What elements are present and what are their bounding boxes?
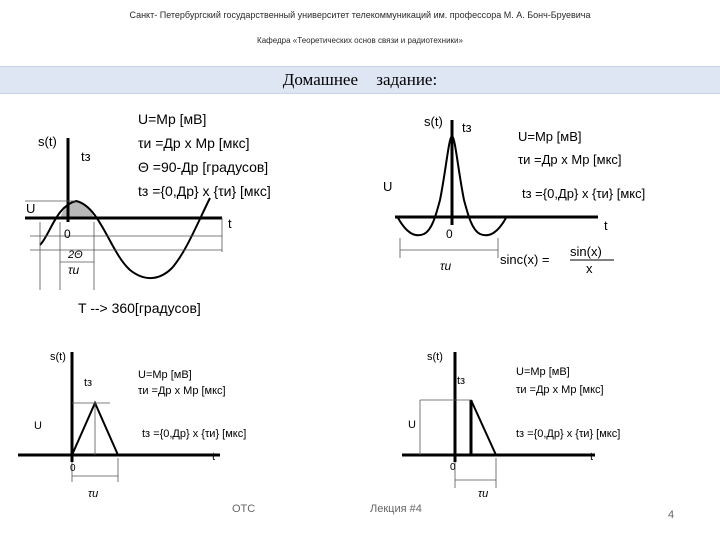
delay-label: tз	[81, 149, 91, 164]
sawtooth-fall	[471, 400, 496, 455]
sinc-formula-numerator: sin(x)	[570, 244, 602, 259]
pulse-width-label: τи	[478, 488, 489, 500]
amplitude-label: U	[383, 179, 393, 194]
theta-label: 2Θ	[68, 249, 83, 261]
formula-amplitude: U=Мр [мВ]	[138, 111, 207, 127]
pulse-width-label: τи	[88, 488, 99, 500]
formula-pulse-width: τи =Др x Мр [мкс]	[138, 385, 226, 397]
pulse-width-label: τи	[68, 263, 80, 277]
formula-delay: tз ={0,Др} x {τи} [мкс]	[142, 428, 247, 440]
formula-amplitude: U=Мр [мВ]	[516, 366, 570, 378]
amplitude-label: U	[408, 419, 416, 431]
signal-label: s(t)	[427, 351, 443, 363]
formula-pulse-width: τи =Др x Мр [мкс]	[138, 135, 250, 151]
signal-label: s(t)	[50, 351, 66, 363]
delay-label: tз	[84, 377, 93, 389]
header-department: Кафедра «Теоретических основ связи и радиотехники»	[257, 36, 463, 45]
signal-label: s(t)	[424, 114, 443, 129]
origin-label: 0	[64, 227, 71, 241]
signal-label: s(t)	[38, 134, 57, 149]
time-label: t	[212, 451, 216, 463]
pulse-width-label: τи	[440, 259, 452, 273]
amplitude-label: U	[34, 420, 42, 432]
delay-label: tз	[462, 120, 472, 135]
footer-course: ОТС	[232, 503, 256, 515]
footer-lecture: Лекция #4	[370, 503, 422, 515]
amplitude-label: U	[26, 201, 36, 216]
formula-amplitude: U=Мр [мВ]	[138, 369, 192, 381]
formula-delay: tз ={0,Др} x {τи} [мкс]	[138, 183, 271, 199]
origin-label: 0	[446, 227, 453, 241]
formula-pulse-width: τи =Др x Мр [мкс]	[518, 152, 622, 167]
sinc-formula-denominator: x	[586, 261, 593, 276]
diagram-sine	[25, 111, 271, 316]
origin-label: 0	[450, 462, 456, 473]
time-label: t	[228, 216, 232, 231]
sinc-formula-lhs: sinc(x) =	[500, 252, 550, 267]
formula-amplitude: U=Мр [мВ]	[518, 129, 582, 144]
period-note: T --> 360[градусов]	[78, 300, 201, 316]
page-number: 4	[668, 509, 675, 521]
formula-pulse-width: τи =Др x Мр [мкс]	[516, 384, 604, 396]
diagram-sawtooth	[402, 351, 620, 500]
formula-theta: Θ =90-Др [градусов]	[138, 159, 269, 175]
page-title: Домашнее задание:	[282, 70, 438, 89]
diagram-sinc	[383, 114, 645, 276]
time-label: t	[604, 218, 608, 233]
time-label: t	[590, 451, 594, 463]
diagram-triangle	[18, 351, 246, 500]
formula-delay: tз ={0,Др} x {τи} [мкс]	[516, 428, 621, 440]
origin-label: 0	[70, 463, 76, 474]
formula-delay: tз ={0,Др} x {τи} [мкс]	[522, 186, 646, 201]
delay-label: tз	[457, 375, 466, 387]
header-university: Санкт- Петербургский государственный университет телекоммуникаций им. профессора М. А. Бонч-Бруевича	[129, 10, 591, 20]
